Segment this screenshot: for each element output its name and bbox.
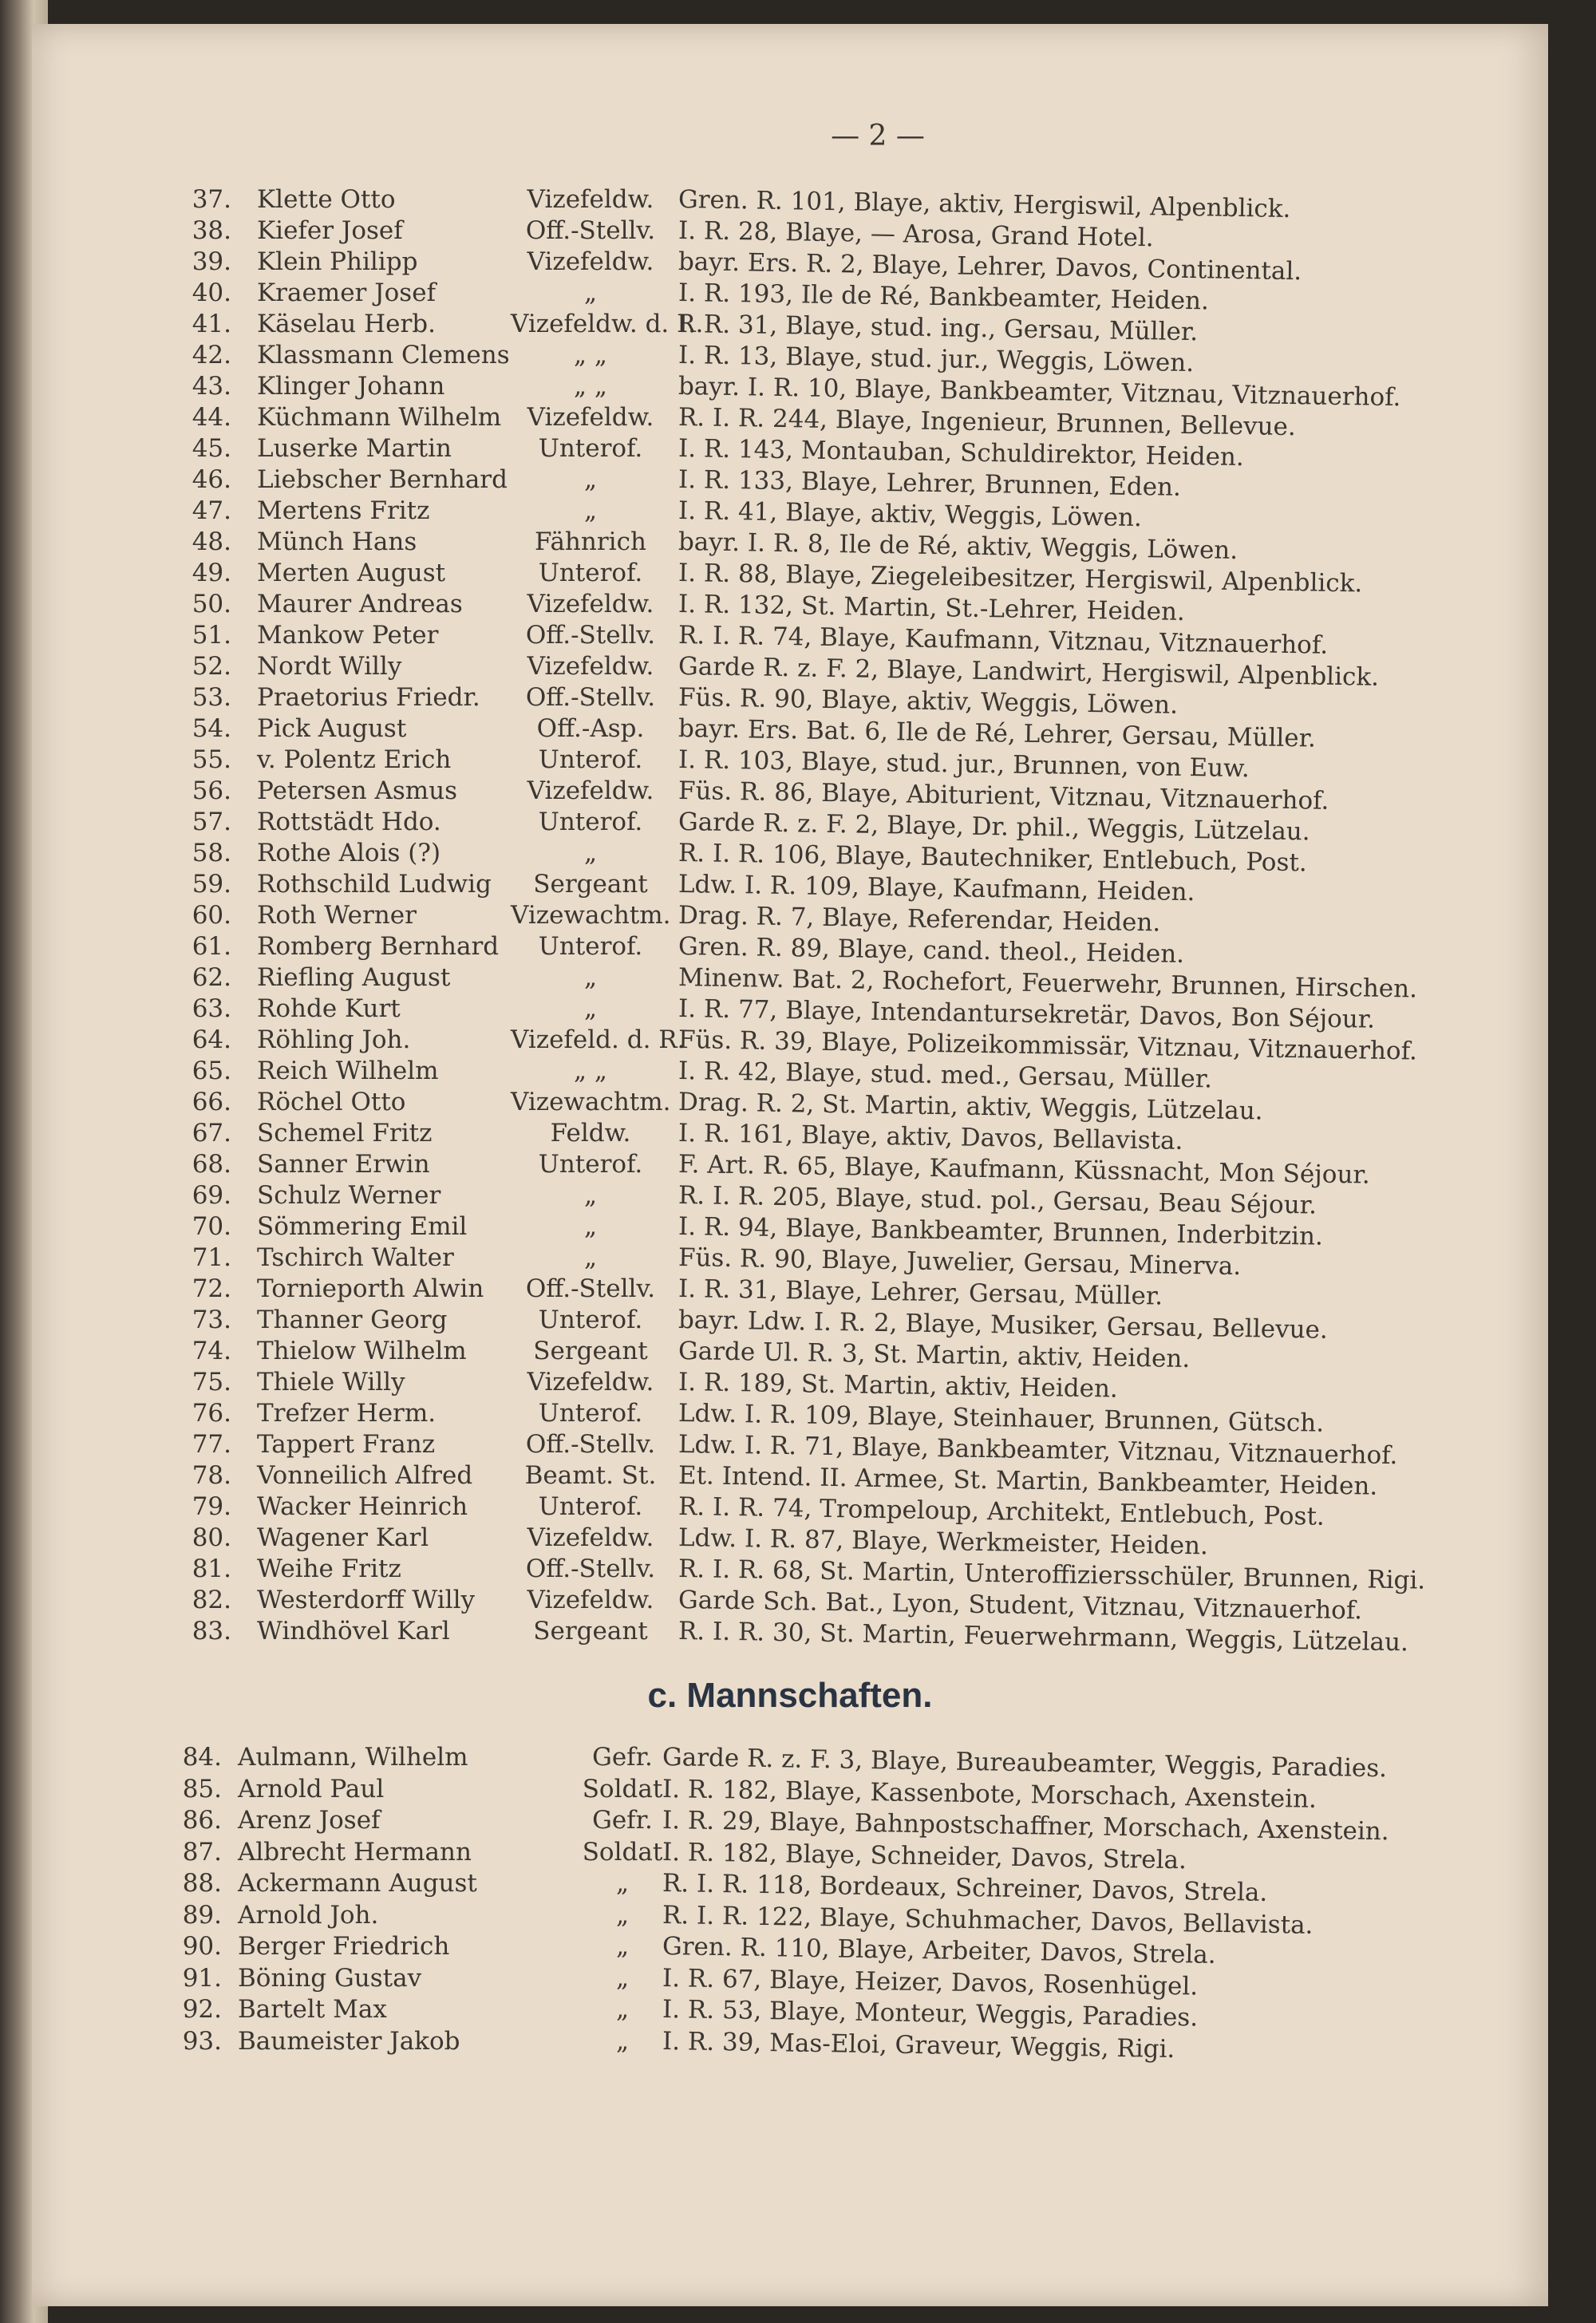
entry-unit: bayr. I. R. 8, Ile de Ré, aktiv, Weggis, Löwen. (678, 527, 1238, 566)
entry-unit: I. R. 41, Blaye, aktiv, Weggis, Löwen. (678, 496, 1143, 533)
list-item (32, 215, 1548, 253)
entry-num: 73. (192, 1306, 231, 1334)
entry-num: 38. (192, 216, 231, 245)
entry-num: 62. (192, 963, 231, 992)
entry-unit: Füs. R. 90, Blaye, Juwelier, Gersau, Minerva. (678, 1243, 1242, 1282)
entry-num: 46. (192, 465, 231, 494)
entry-unit: I. R. 13, Blaye, stud. jur., Weggis, Löwen. (678, 341, 1195, 378)
entry-num: 53. (192, 683, 231, 712)
list-item (32, 1024, 1548, 1066)
entry-unit: Garde R. z. F. 3, Blaye, Bureaubeamter, Weggis, Paradies. (662, 1743, 1388, 1784)
entry-unit: R. I. R. 118, Bordeaux, Schreiner, Davos, Strela. (662, 1869, 1268, 1907)
entry-name: Arnold Joh. (238, 1900, 379, 1930)
entry-unit: I. R. 94, Blaye, Bankbeamter, Brunnen, Inderbitzin. (678, 1212, 1324, 1251)
entry-name: Praetorius Friedr. (257, 683, 480, 712)
entry-name: Klein Philipp (257, 247, 418, 276)
entry-unit: Füs. R. 90, Blaye, aktiv, Weggis, Löwen. (678, 683, 1179, 720)
entry-name: Arenz Josef (238, 1806, 381, 1835)
entry-num: 68. (192, 1150, 231, 1179)
entry-rank: „ (615, 1869, 630, 1898)
entry-name: Vonneilich Alfred (257, 1461, 473, 1490)
entry-name: Nordt Willy (257, 652, 402, 681)
entry-rank: Vizefeldw. (527, 1586, 654, 1614)
list-item (32, 1179, 1548, 1220)
list-item (32, 557, 1548, 599)
entry-name: Käselau Herb. (257, 310, 437, 338)
list-item (32, 1867, 1548, 1907)
entry-name: Westerdorff Willy (257, 1586, 475, 1614)
entry-num: 59. (192, 870, 231, 899)
entry-unit: R. I. R. 74, Trompeloup, Architekt, Entlebuch, Post. (678, 1492, 1325, 1531)
entry-num: 54. (192, 714, 231, 743)
entry-name: Roth Werner (257, 901, 417, 930)
entry-rank: Vizefeldw. d. R. (511, 310, 704, 338)
entry-num: 72. (192, 1274, 231, 1303)
entry-num: 55. (192, 745, 231, 774)
entry-name: Aulmann, Wilhelm (238, 1743, 468, 1772)
entry-rank: „ (583, 496, 598, 525)
list-item (32, 184, 1548, 224)
list-item (32, 1460, 1548, 1501)
entry-rank: Vizefeldw. (527, 1523, 654, 1552)
list-item (32, 526, 1548, 566)
list-item (32, 495, 1548, 533)
entry-name: Liebscher Bernhard (257, 465, 508, 494)
entry-unit: R. I. R. 205, Blaye, stud. pol., Gersau, Beau Séjour. (678, 1181, 1317, 1220)
list-item (32, 401, 1548, 442)
entry-name: Berger Friedrich (238, 1932, 450, 1961)
entry-name: Wacker Heinrich (257, 1492, 468, 1521)
entry-rank: Gefr. (592, 1743, 653, 1772)
entry-rank: Unterof. (538, 808, 643, 836)
entry-unit: Gren. R. 101, Blaye, aktiv, Hergiswil, Alpenblick. (678, 185, 1291, 224)
entry-rank: Sergeant (533, 870, 648, 899)
entry-unit: bayr. Ldw. I. R. 2, Blaye, Musiker, Gersau, Bellevue. (678, 1306, 1329, 1345)
entry-name: Thanner Georg (257, 1306, 448, 1334)
entry-unit: I. R. 193, Ile de Ré, Bankbeamter, Heiden. (678, 279, 1210, 316)
list-item (32, 370, 1548, 413)
list-item (32, 1086, 1548, 1126)
entry-num: 74. (192, 1337, 231, 1365)
entry-rank: „ „ (574, 341, 607, 369)
entry-num: 66. (192, 1088, 231, 1116)
entry-unit: I. R. 88, Blaye, Ziegeleibesitzer, Hergiswil, Alpenblick. (678, 559, 1363, 599)
entry-num: 81. (192, 1555, 231, 1583)
list-item (32, 1930, 1548, 1969)
list-item (32, 1522, 1548, 1561)
entry-num: 65. (192, 1057, 231, 1085)
entry-unit: I. R. 29, Blaye, Bahnpostschaffner, Morschach, Axenstein. (662, 1806, 1389, 1847)
list-item (32, 713, 1548, 753)
entry-name: Romberg Bernhard (257, 932, 500, 961)
section-heading: c. Mannschaften. (647, 1676, 933, 1715)
list-item (32, 339, 1548, 378)
list-item (32, 1836, 1548, 1875)
list-item (32, 775, 1548, 816)
entry-unit: Garde R. z. F. 2, Blaye, Landwirt, Hergiswil, Alpenblick. (678, 652, 1380, 692)
entry-name: Arnold Paul (238, 1774, 385, 1803)
list-item (32, 868, 1548, 907)
entry-num: 43. (192, 372, 231, 401)
entry-name: Rottstädt Hdo. (257, 808, 441, 836)
entry-name: Klinger Johann (257, 372, 445, 401)
entry-num: 70. (192, 1212, 231, 1241)
entry-unit: Et. Intend. II. Armee, St. Martin, Bankbeamter, Heiden. (678, 1461, 1378, 1501)
entry-unit: I. R. 39, Mas-Eloi, Graveur, Weggis, Rigi. (662, 2026, 1175, 2064)
entry-unit: I. R. 53, Blaye, Monteur, Weggis, Paradies. (662, 1995, 1199, 2033)
list-item (32, 993, 1548, 1034)
entry-num: 63. (192, 994, 231, 1023)
entry-name: Ackermann August (238, 1869, 477, 1898)
list-item (32, 1773, 1548, 1814)
entry-unit: I. R. 143, Montauban, Schuldirektor, Heiden. (678, 434, 1245, 472)
list-item (32, 681, 1548, 720)
entry-name: Tschirch Walter (257, 1243, 454, 1272)
entry-name: Baumeister Jakob (238, 2026, 460, 2056)
entry-num: 61. (192, 932, 231, 961)
list-item (32, 837, 1548, 878)
entry-num: 52. (192, 652, 231, 681)
entry-rank: „ (583, 465, 598, 494)
entry-name: Sömmering Emil (257, 1212, 468, 1241)
entry-num: 85. (182, 1774, 222, 1803)
entry-unit: Garde Sch. Bat., Lyon, Student, Vitznau, Vitznauerhof. (678, 1586, 1363, 1626)
entry-unit: Ldw. I. R. 109, Blaye, Kaufmann, Heiden. (678, 870, 1195, 907)
list-item (32, 277, 1548, 316)
entry-rank: Vizewachtm. (511, 1088, 671, 1116)
entry-num: 48. (192, 527, 231, 556)
entry-name: Röhling Joh. (257, 1025, 411, 1054)
entry-name: Böning Gustav (238, 1963, 422, 1993)
entry-unit: R. I. R. 106, Blaye, Bautechniker, Entlebuch, Post. (678, 839, 1307, 878)
list-item (32, 1615, 1548, 1657)
entry-rank: „ (615, 1932, 630, 1961)
entry-unit: R. I. R. 122, Blaye, Schuhmacher, Davos, Bellavista. (662, 1900, 1314, 1940)
entry-rank: „ (583, 1181, 598, 1210)
entry-unit: Ldw. I. R. 109, Blaye, Steinhauer, Brunnen, Gütsch. (678, 1399, 1325, 1438)
entry-rank: Beamt. St. (524, 1461, 657, 1490)
entry-name: Petersen Asmus (257, 776, 458, 805)
entry-rank: „ (615, 1995, 630, 2024)
entry-num: 89. (182, 1900, 222, 1930)
entry-rank: Off.-Stellv. (525, 683, 656, 712)
entry-num: 58. (192, 839, 231, 867)
entry-name: Mertens Fritz (257, 496, 430, 525)
entry-num: 90. (182, 1932, 222, 1961)
entry-rank: „ (583, 963, 598, 992)
entry-rank: Off.-Stellv. (525, 1274, 656, 1303)
list-item (32, 1117, 1548, 1156)
entry-num: 37. (192, 185, 231, 214)
entry-rank: Vizefeldw. (527, 652, 654, 681)
entry-num: 49. (192, 559, 231, 587)
entry-num: 57. (192, 808, 231, 836)
entry-rank: „ (583, 279, 598, 307)
entry-name: Rohde Kurt (257, 994, 401, 1023)
list-item (32, 1366, 1548, 1404)
entry-rank: Sergeant (533, 1337, 648, 1365)
entry-num: 82. (192, 1586, 231, 1614)
entry-rank: „ (615, 1900, 630, 1930)
entry-num: 79. (192, 1492, 231, 1521)
entry-rank: Soldat (582, 1774, 663, 1803)
entry-unit: R. I. R. 68, St. Martin, Unteroffiziersschüler, Brunnen, Rigi. (678, 1555, 1426, 1595)
entry-name: Thiele Willy (257, 1368, 405, 1397)
entry-num: 92. (182, 1995, 222, 2024)
entry-num: 50. (192, 590, 231, 618)
entry-rank: Vizefeldw. (527, 403, 654, 432)
list-item (32, 1741, 1548, 1784)
list-item (32, 899, 1548, 938)
entry-name: v. Polentz Erich (257, 745, 452, 774)
entry-rank: „ (615, 1963, 630, 1993)
entry-name: Tappert Franz (257, 1430, 436, 1459)
entry-name: Rothe Alois (?) (257, 839, 441, 867)
entry-num: 45. (192, 434, 231, 463)
entry-name: Münch Hans (257, 527, 417, 556)
entry-unit: R. I. R. 244, Blaye, Ingenieur, Brunnen, Bellevue. (678, 403, 1297, 442)
list-item (32, 1397, 1548, 1438)
entry-unit: bayr. I. R. 10, Blaye, Bankbeamter, Vitznau, Vitznauerhof. (678, 372, 1401, 413)
list-item (32, 1242, 1548, 1282)
entry-rank: Fähnrich (535, 527, 646, 556)
entry-num: 51. (192, 621, 231, 650)
list-item (32, 1553, 1548, 1595)
entry-name: Reich Wilhelm (257, 1057, 439, 1085)
entry-unit: I. R. 182, Blaye, Kassenbote, Morschach, Axenstein. (662, 1774, 1317, 1814)
entry-rank: Vizefeldw. (527, 776, 654, 805)
entry-rank: „ (583, 1243, 598, 1272)
entry-rank: „ (583, 839, 598, 867)
list-item (32, 619, 1548, 660)
entry-unit: R. I. R. 74, Blaye, Kaufmann, Vitznau, Vitznauerhof. (678, 621, 1329, 660)
entry-num: 60. (192, 901, 231, 930)
entry-unit: bayr. Ers. R. 2, Blaye, Lehrer, Davos, Continental. (678, 247, 1302, 286)
entry-num: 41. (192, 310, 231, 338)
entry-name: Maurer Andreas (257, 590, 463, 618)
list-item (32, 246, 1548, 286)
entry-unit: F. Art. R. 65, Blaye, Kaufmann, Küssnacht, Mon Séjour. (678, 1150, 1371, 1190)
entry-num: 75. (192, 1368, 231, 1397)
entry-num: 93. (182, 2026, 222, 2056)
entry-name: Klassmann Clemens (257, 341, 510, 369)
list-item (32, 464, 1548, 502)
entry-unit: I. R. 31, Blaye, stud. ing., Gersau, Müller. (678, 310, 1199, 347)
entry-num: 76. (192, 1399, 231, 1428)
entry-unit: I. R. 28, Blaye, — Arosa, Grand Hotel. (678, 216, 1154, 253)
entry-unit: I. R. 133, Blaye, Lehrer, Brunnen, Eden. (678, 465, 1182, 502)
entry-rank: Off.-Stellv. (525, 1430, 656, 1459)
entry-name: Wagener Karl (257, 1523, 429, 1552)
entry-num: 40. (192, 279, 231, 307)
entry-name: Bartelt Max (238, 1995, 387, 2024)
entry-rank: Unterof. (538, 932, 643, 961)
entry-rank: Vizefeldw. (527, 1368, 654, 1397)
entry-rank: Vizewachtm. (511, 901, 671, 930)
entry-rank: „ (583, 1212, 598, 1241)
entry-num: 42. (192, 341, 231, 369)
entry-name: Riefling August (257, 963, 451, 992)
entry-num: 83. (192, 1617, 231, 1645)
entry-rank: Off.-Asp. (536, 714, 645, 743)
entry-num: 56. (192, 776, 231, 805)
entry-unit: Gren. R. 89, Blaye, cand. theol., Heiden. (678, 932, 1185, 969)
entry-rank: Off.-Stellv. (525, 621, 656, 650)
list-item (32, 1273, 1548, 1311)
entry-name: Thielow Wilhelm (257, 1337, 467, 1365)
entry-unit: I. R. 161, Blaye, aktiv, Davos, Bellavista. (678, 1119, 1183, 1156)
entry-name: Sanner Erwin (257, 1150, 430, 1179)
entry-name: Kiefer Josef (257, 216, 403, 245)
list-item (32, 650, 1548, 692)
entry-num: 87. (182, 1837, 222, 1867)
list-item (32, 1335, 1548, 1374)
entry-rank: Soldat (582, 1837, 663, 1867)
entry-num: 88. (182, 1869, 222, 1898)
list-item (32, 1055, 1548, 1094)
list-item (32, 433, 1548, 472)
list-item (32, 1304, 1548, 1345)
entry-rank: Vizefeldw. (527, 185, 654, 214)
entry-unit: Garde R. z. F. 2, Blaye, Dr. phil., Weggis, Lützelau. (678, 808, 1310, 847)
entry-num: 44. (192, 403, 231, 432)
entry-rank: Unterof. (538, 745, 643, 774)
entry-name: Mankow Peter (257, 621, 439, 650)
list-item (32, 806, 1548, 847)
entry-name: Küchmann Wilhelm (257, 403, 502, 432)
list-item (32, 1148, 1548, 1190)
entry-rank: Sergeant (533, 1617, 648, 1645)
entry-unit: I. R. 103, Blaye, stud. jur., Brunnen, von Euw. (678, 745, 1250, 784)
entry-unit: I. R. 67, Blaye, Heizer, Davos, Rosenhügel. (662, 1963, 1199, 2001)
entry-name: Luserke Martin (257, 434, 452, 463)
entry-rank: Unterof. (538, 1150, 643, 1179)
entry-num: 91. (182, 1963, 222, 1993)
entry-rank: Off.-Stellv. (525, 216, 656, 245)
entry-num: 39. (192, 247, 231, 276)
entry-rank: Unterof. (538, 559, 643, 587)
entry-name: Weihe Fritz (257, 1555, 401, 1583)
list-item (32, 1428, 1548, 1471)
entry-num: 71. (192, 1243, 231, 1272)
entry-unit: Ldw. I. R. 87, Blaye, Werkmeister, Heiden. (678, 1523, 1209, 1561)
entry-num: 80. (192, 1523, 231, 1552)
list-item (32, 1993, 1548, 2033)
list-item (32, 744, 1548, 784)
document-page (32, 24, 1548, 2306)
list-item (32, 1491, 1548, 1531)
entry-rank: Vizefeld. d. R. (511, 1025, 685, 1054)
entry-rank: Unterof. (538, 434, 643, 463)
page-number: — 2 — (831, 120, 925, 152)
entry-num: 84. (182, 1743, 222, 1772)
list-item (32, 1899, 1548, 1940)
entry-unit: Garde Ul. R. 3, St. Martin, aktiv, Heiden. (678, 1337, 1191, 1374)
entry-unit: I. R. 77, Blaye, Intendantursekretär, Davos, Bon Séjour. (678, 994, 1376, 1034)
entry-name: Albrecht Hermann (238, 1837, 472, 1867)
entry-unit: Ldw. I. R. 71, Blaye, Bankbeamter, Vitznau, Vitznauerhof. (678, 1430, 1398, 1471)
entry-unit: I. R. 189, St. Martin, aktiv, Heiden. (678, 1368, 1119, 1404)
entry-unit: R. I. R. 30, St. Martin, Feuerwehrmann, Weggis, Lützelau. (678, 1617, 1409, 1657)
entry-rank: Gefr. (592, 1806, 653, 1835)
list-item (32, 1804, 1548, 1847)
entry-rank: Vizefeldw. (527, 247, 654, 276)
entry-num: 78. (192, 1461, 231, 1490)
list-item (32, 2025, 1548, 2064)
entry-rank: Feldw. (550, 1119, 631, 1148)
entry-num: 67. (192, 1119, 231, 1148)
entry-rank: „ „ (574, 372, 607, 401)
entry-unit: I. R. 132, St. Martin, St.-Lehrer, Heiden. (678, 590, 1186, 626)
entry-num: 69. (192, 1181, 231, 1210)
entry-unit: I. R. 31, Blaye, Lehrer, Gersau, Müller. (678, 1274, 1163, 1311)
entry-unit: Füs. R. 39, Blaye, Polizeikommissär, Vitznau, Vitznauerhof. (678, 1025, 1418, 1066)
entry-name: Tornieporth Alwin (257, 1274, 484, 1303)
list-item (32, 962, 1548, 1004)
entry-name: Schemel Fritz (257, 1119, 433, 1148)
list-item (32, 308, 1548, 347)
entry-name: Windhövel Karl (257, 1617, 450, 1645)
entry-name: Trefzer Herm. (257, 1399, 437, 1428)
entry-unit: Gren. R. 110, Blaye, Arbeiter, Davos, Strela. (662, 1932, 1216, 1969)
entry-unit: Drag. R. 2, St. Martin, aktiv, Weggis, Lützelau. (678, 1088, 1263, 1126)
list-item (32, 1584, 1548, 1626)
entry-rank: Unterof. (538, 1306, 643, 1334)
list-item (32, 1962, 1548, 2001)
entry-rank: Vizefeldw. (527, 590, 654, 618)
entry-unit: I. R. 182, Blaye, Schneider, Davos, Strela. (662, 1837, 1187, 1875)
entry-unit: I. R. 42, Blaye, stud. med., Gersau, Müller. (678, 1057, 1213, 1094)
entry-rank: „ „ (574, 1057, 607, 1085)
entry-rank: Unterof. (538, 1492, 643, 1521)
entry-rank: Off.-Stellv. (525, 1555, 656, 1583)
entry-name: Schulz Werner (257, 1181, 441, 1210)
entry-num: 47. (192, 496, 231, 525)
entry-rank: „ (583, 994, 598, 1023)
entry-unit: Minenw. Bat. 2, Rochefort, Feuerwehr, Brunnen, Hirschen. (678, 963, 1418, 1004)
entry-name: Merten August (257, 559, 446, 587)
entry-name: Kraemer Josef (257, 279, 437, 307)
entry-name: Rothschild Ludwig (257, 870, 492, 899)
entry-num: 77. (192, 1430, 231, 1459)
entry-num: 86. (182, 1806, 222, 1835)
entry-name: Pick August (257, 714, 407, 743)
list-item (32, 588, 1548, 626)
entry-rank: Unterof. (538, 1399, 643, 1428)
list-item (32, 930, 1548, 969)
entry-num: 64. (192, 1025, 231, 1054)
entry-unit: Drag. R. 7, Blaye, Referendar, Heiden. (678, 901, 1161, 938)
entry-name: Klette Otto (257, 185, 396, 214)
entry-unit: bayr. Ers. Bat. 6, Ile de Ré, Lehrer, Gersau, Müller. (678, 714, 1317, 753)
entry-unit: Füs. R. 86, Blaye, Abiturient, Vitznau, Vitznauerhof. (678, 776, 1329, 816)
entry-name: Röchel Otto (257, 1088, 406, 1116)
entry-rank: „ (615, 2026, 630, 2056)
list-item (32, 1211, 1548, 1251)
